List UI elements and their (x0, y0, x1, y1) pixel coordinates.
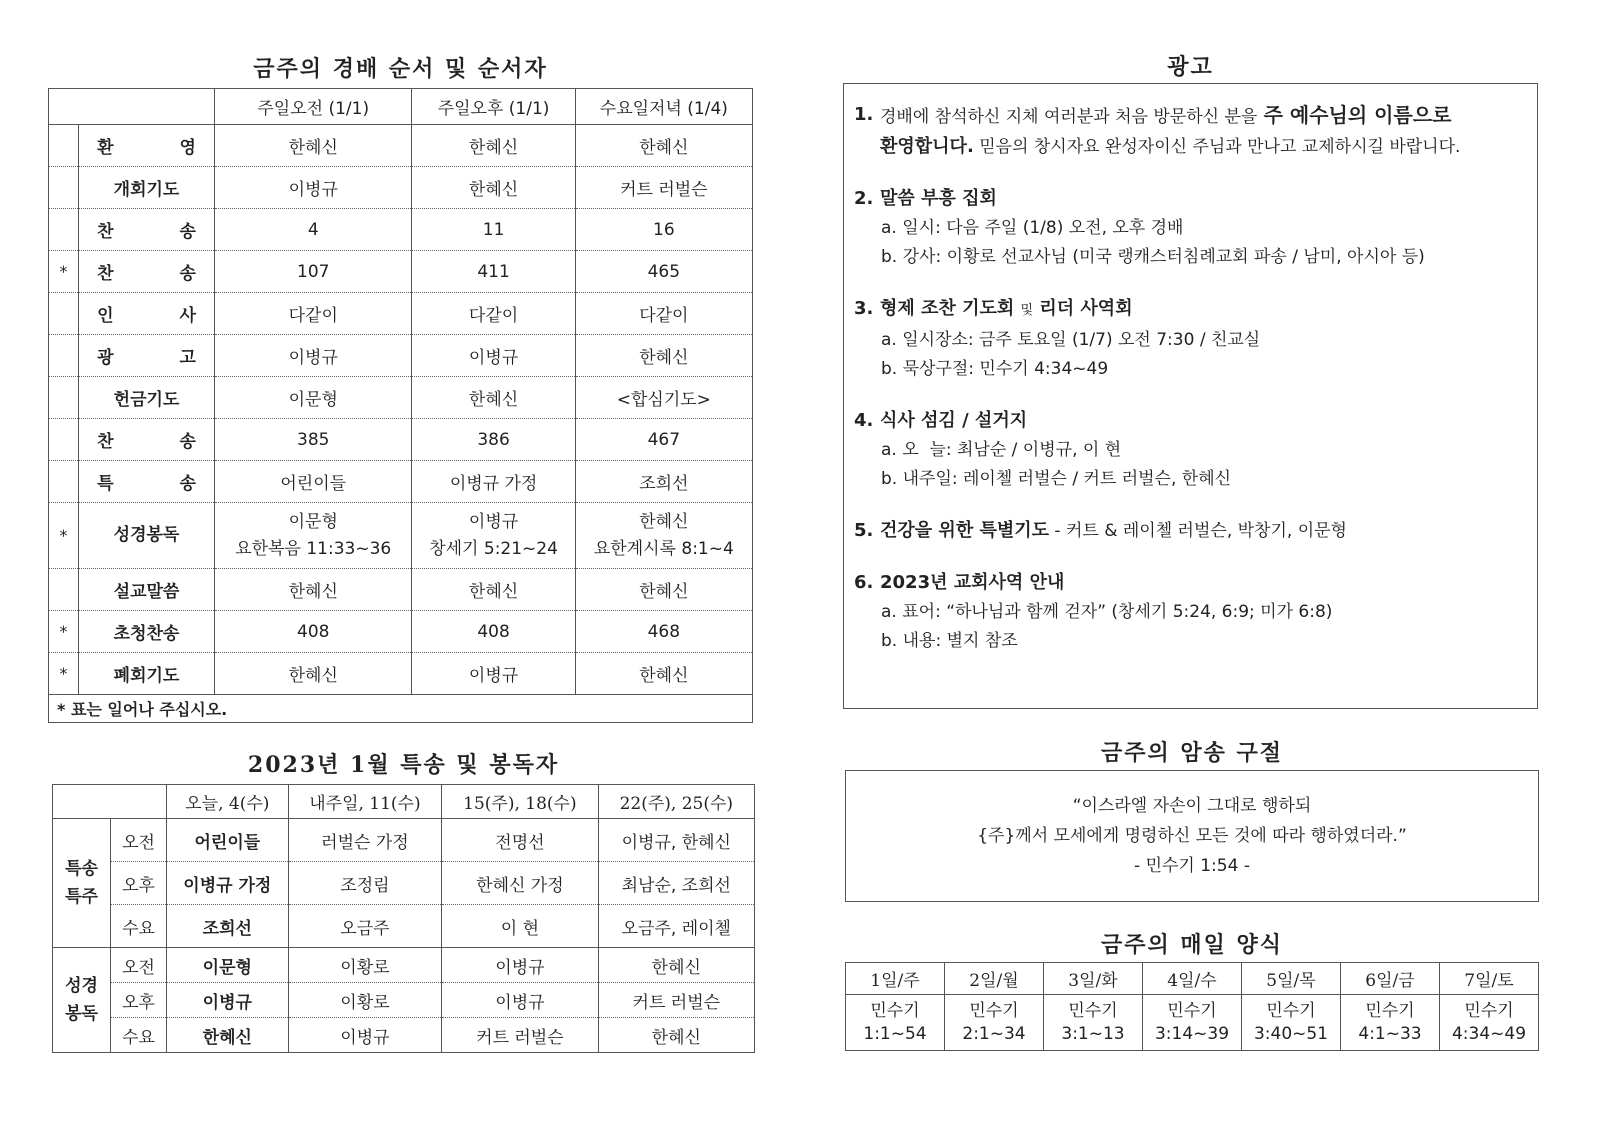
reading-cell: 민수기 2:1~34 (945, 995, 1044, 1051)
col-header: 주일오전 (1/1) (215, 89, 412, 125)
row-label: 찬 송 (79, 251, 215, 293)
special-schedule-title: 2023년 1월 특송 및 봉독자 (247, 752, 560, 778)
cell: 이병규 (215, 167, 412, 209)
cell: 408 (215, 611, 412, 653)
item-number: 5. (854, 520, 874, 541)
announcement-item (854, 516, 1525, 546)
worship-order-title: 금주의 경배 순서 및 순서자 (253, 56, 548, 82)
item-number: 6. (854, 572, 874, 593)
stand-marker (49, 293, 79, 335)
cell: 이병규 가정 (167, 862, 289, 905)
memory-verse-box (845, 770, 1539, 902)
row-label: 초청찬송 (79, 611, 215, 653)
row-label: 광 고 (79, 335, 215, 377)
cell: 이병규 창세기 5:21~24 (412, 503, 575, 569)
special-schedule-table (52, 784, 755, 1053)
row-label: 헌금기도 (79, 377, 215, 419)
cell: 러벌슨 가정 (288, 819, 442, 862)
table-row (49, 569, 753, 611)
item-detail: b. 묵상구절: 민수기 4:34~49 (881, 359, 1109, 379)
cell: 한혜신 (215, 125, 412, 167)
cell: 한혜신 (412, 167, 575, 209)
cell: 4 (215, 209, 412, 251)
cell: 오금주 (288, 905, 442, 948)
row-label: 환 영 (79, 125, 215, 167)
worship-header-row (49, 89, 753, 125)
stand-marker: * (49, 251, 79, 293)
cell: 이병규 (167, 983, 289, 1018)
stand-marker (49, 335, 79, 377)
cell: 이병규, 한혜신 (598, 819, 754, 862)
day-header: 6일/금 (1341, 963, 1440, 995)
cell: 이문형 요한복음 11:33~36 (215, 503, 412, 569)
row-label: 찬 송 (79, 419, 215, 461)
item-heading-tail: 리더 사역회 (1039, 298, 1133, 319)
col-header: 내주일, 11(수) (288, 785, 442, 819)
table-row (49, 125, 753, 167)
cell: 이황로 (288, 948, 442, 983)
cell: 이문형 (215, 377, 412, 419)
cell: <합심기도> (575, 377, 752, 419)
service-label: 오전 (111, 819, 167, 862)
cell: 이병규 (442, 948, 598, 983)
announcements-box (843, 83, 1538, 709)
welcome-text: 경배에 참석하신 지체 여러분과 처음 방문하신 분을 (880, 107, 1258, 127)
cell: 한혜신 (598, 948, 754, 983)
item-heading: 건강을 위한 특별기도 (880, 520, 1050, 541)
cell: 다같이 (215, 293, 412, 335)
item-detail: b. 강사: 이황로 선교사님 (미국 랭캐스터침례교회 파송 / 남미, 아시아 등) (881, 247, 1425, 267)
cell: 468 (575, 611, 752, 653)
table-row (53, 905, 755, 948)
cell: 한혜신 요한계시록 8:1~4 (575, 503, 752, 569)
announcements-title: 광고 (1167, 54, 1214, 80)
table-row (53, 1018, 755, 1053)
reading-cell: 민수기 3:14~39 (1143, 995, 1242, 1051)
cell: 465 (575, 251, 752, 293)
row-label: 성경봉독 (79, 503, 215, 569)
daily-reading-title: 금주의 매일 양식 (1100, 932, 1284, 958)
day-header: 2일/월 (945, 963, 1044, 995)
reading-cell: 민수기 4:1~33 (1341, 995, 1440, 1051)
cell: 한혜신 (575, 125, 752, 167)
row-label: 설교말씀 (79, 569, 215, 611)
cell: 한혜신 (575, 569, 752, 611)
cell: 최남순, 조희선 (598, 862, 754, 905)
item-heading: 형제 조찬 기도회 (880, 298, 1015, 319)
header-blank (53, 785, 167, 819)
cell: 한혜신 (215, 653, 412, 695)
cell: 다같이 (575, 293, 752, 335)
item-detail: a. 오 늘: 최남순 / 이병규, 이 현 (881, 440, 1122, 460)
cell: 커트 러벌슨 (442, 1018, 598, 1053)
item-number: 2. (854, 188, 874, 209)
daily-header-row (846, 963, 1539, 995)
table-row (49, 461, 753, 503)
welcome-continuation: 믿음의 창시자요 완성자이신 주님과 만나고 교제하시길 바랍니다. (979, 137, 1461, 157)
col-header: 15(주), 18(수) (442, 785, 598, 819)
verse-reference: - 민수기 1:54 - (1134, 856, 1250, 876)
stand-marker (49, 125, 79, 167)
service-label: 오후 (111, 862, 167, 905)
table-row (49, 653, 753, 695)
table-row (49, 419, 753, 461)
cell: 한혜신 (412, 125, 575, 167)
cell: 이병규 (412, 335, 575, 377)
cell: 어린이들 (215, 461, 412, 503)
cell: 107 (215, 251, 412, 293)
cell: 전명선 (442, 819, 598, 862)
item-detail: a. 일시장소: 금주 토요일 (1/7) 오전 7:30 / 친교실 (881, 330, 1261, 350)
day-header: 3일/화 (1044, 963, 1143, 995)
stand-marker (49, 167, 79, 209)
table-row (53, 819, 755, 862)
special-header-row (53, 785, 755, 819)
item-detail: b. 내용: 별지 참조 (881, 631, 1018, 651)
service-label: 수요 (111, 1018, 167, 1053)
announcement-item (854, 406, 1525, 494)
item-heading-tail: - 커트 & 레이첼 러벌슨, 박창기, 이문형 (1049, 521, 1347, 541)
table-row (49, 377, 753, 419)
item-number: 1. (854, 104, 874, 125)
row-label: 특 송 (79, 461, 215, 503)
stand-marker (49, 569, 79, 611)
memory-verse-title: 금주의 암송 구절 (1100, 740, 1284, 766)
cell: 이병규 (215, 335, 412, 377)
cell: 이황로 (288, 983, 442, 1018)
table-row (49, 611, 753, 653)
cell: 한혜신 가정 (442, 862, 598, 905)
cell: 한혜신 (167, 1018, 289, 1053)
table-row (53, 948, 755, 983)
cell: 조정림 (288, 862, 442, 905)
verse-line: “이스라엘 자손이 그대로 행하되 (1072, 796, 1312, 816)
group-label-scripture-reading: 성경 봉독 (53, 948, 111, 1053)
cell: 이병규 (288, 1018, 442, 1053)
welcome-emphasis: 주 예수님의 이름으로 (1263, 103, 1452, 127)
stand-marker (49, 461, 79, 503)
col-header: 주일오후 (1/1) (412, 89, 575, 125)
reading-cell: 민수기 1:1~54 (846, 995, 945, 1051)
table-row (49, 335, 753, 377)
row-label: 찬 송 (79, 209, 215, 251)
day-header: 7일/토 (1440, 963, 1539, 995)
cell: 한혜신 (412, 569, 575, 611)
reading-cell: 민수기 3:40~51 (1242, 995, 1341, 1051)
table-row (49, 503, 753, 569)
day-header: 5일/목 (1242, 963, 1341, 995)
table-row (49, 209, 753, 251)
verse-line: {주}께서 모세에게 명령하신 모든 것에 따라 행하였더라.” (977, 826, 1407, 846)
cell: 어린이들 (167, 819, 289, 862)
col-header: 오늘, 4(수) (167, 785, 289, 819)
cell: 이병규 (442, 983, 598, 1018)
cell: 조희선 (575, 461, 752, 503)
day-header: 4일/수 (1143, 963, 1242, 995)
cell: 이병규 (412, 653, 575, 695)
cell: 467 (575, 419, 752, 461)
cell: 한혜신 (575, 653, 752, 695)
cell: 다같이 (412, 293, 575, 335)
item-detail: a. 표어: “하나님과 함께 걷자” (창세기 5:24, 6:9; 미가 6:8) (881, 602, 1333, 622)
item-heading: 2023년 교회사역 안내 (880, 572, 1065, 593)
cell: 커트 러벌슨 (598, 983, 754, 1018)
daily-reading-row (846, 995, 1539, 1051)
service-label: 오후 (111, 983, 167, 1018)
cell: 이병규 가정 (412, 461, 575, 503)
cell: 385 (215, 419, 412, 461)
cell: 조희선 (167, 905, 289, 948)
table-row (49, 293, 753, 335)
item-detail: b. 내주일: 레이첼 러벌슨 / 커트 러벌슨, 한혜신 (881, 469, 1232, 489)
item-number: 4. (854, 410, 874, 431)
stand-marker: * (49, 611, 79, 653)
cell: 커트 러벌슨 (575, 167, 752, 209)
announcement-item (854, 568, 1525, 656)
stand-footnote: * 표는 일어나 주십시오. (49, 695, 753, 723)
announcement-item (854, 100, 1525, 162)
cell: 이 현 (442, 905, 598, 948)
cell: 411 (412, 251, 575, 293)
cell: 11 (412, 209, 575, 251)
stand-marker (49, 209, 79, 251)
table-row (49, 167, 753, 209)
footnote-row (49, 695, 753, 723)
cell: 386 (412, 419, 575, 461)
cell: 이문형 (167, 948, 289, 983)
welcome-bold: 환영합니다. (880, 136, 974, 157)
item-detail: a. 일시: 다음 주일 (1/8) 오전, 오후 경배 (881, 218, 1184, 238)
daily-reading-table (845, 962, 1539, 1051)
service-label: 수요 (111, 905, 167, 948)
item-heading: 말씀 부흥 집회 (880, 188, 997, 209)
table-row (49, 251, 753, 293)
cell: 한혜신 (215, 569, 412, 611)
cell: 한혜신 (412, 377, 575, 419)
group-label-special-song: 특송 특주 (53, 819, 111, 948)
announcement-item (854, 184, 1525, 272)
stand-marker: * (49, 503, 79, 569)
table-row (53, 862, 755, 905)
reading-cell: 민수기 3:1~13 (1044, 995, 1143, 1051)
item-heading-connector: 및 (1020, 303, 1034, 318)
stand-marker (49, 377, 79, 419)
cell: 오금주, 레이첼 (598, 905, 754, 948)
stand-marker: * (49, 653, 79, 695)
table-row (53, 983, 755, 1018)
reading-cell: 민수기 4:34~49 (1440, 995, 1539, 1051)
row-label: 인 사 (79, 293, 215, 335)
cell: 한혜신 (598, 1018, 754, 1053)
col-header: 22(주), 25(수) (598, 785, 754, 819)
header-blank (49, 89, 215, 125)
announcement-item (854, 294, 1525, 384)
cell: 한혜신 (575, 335, 752, 377)
service-label: 오전 (111, 948, 167, 983)
row-label: 폐회기도 (79, 653, 215, 695)
cell: 16 (575, 209, 752, 251)
col-header: 수요일저녁 (1/4) (575, 89, 752, 125)
item-heading: 식사 섬김 / 설거지 (880, 410, 1028, 431)
cell: 408 (412, 611, 575, 653)
day-header: 1일/주 (846, 963, 945, 995)
row-label: 개회기도 (79, 167, 215, 209)
stand-marker (49, 419, 79, 461)
worship-order-table (48, 88, 753, 723)
item-number: 3. (854, 298, 874, 319)
